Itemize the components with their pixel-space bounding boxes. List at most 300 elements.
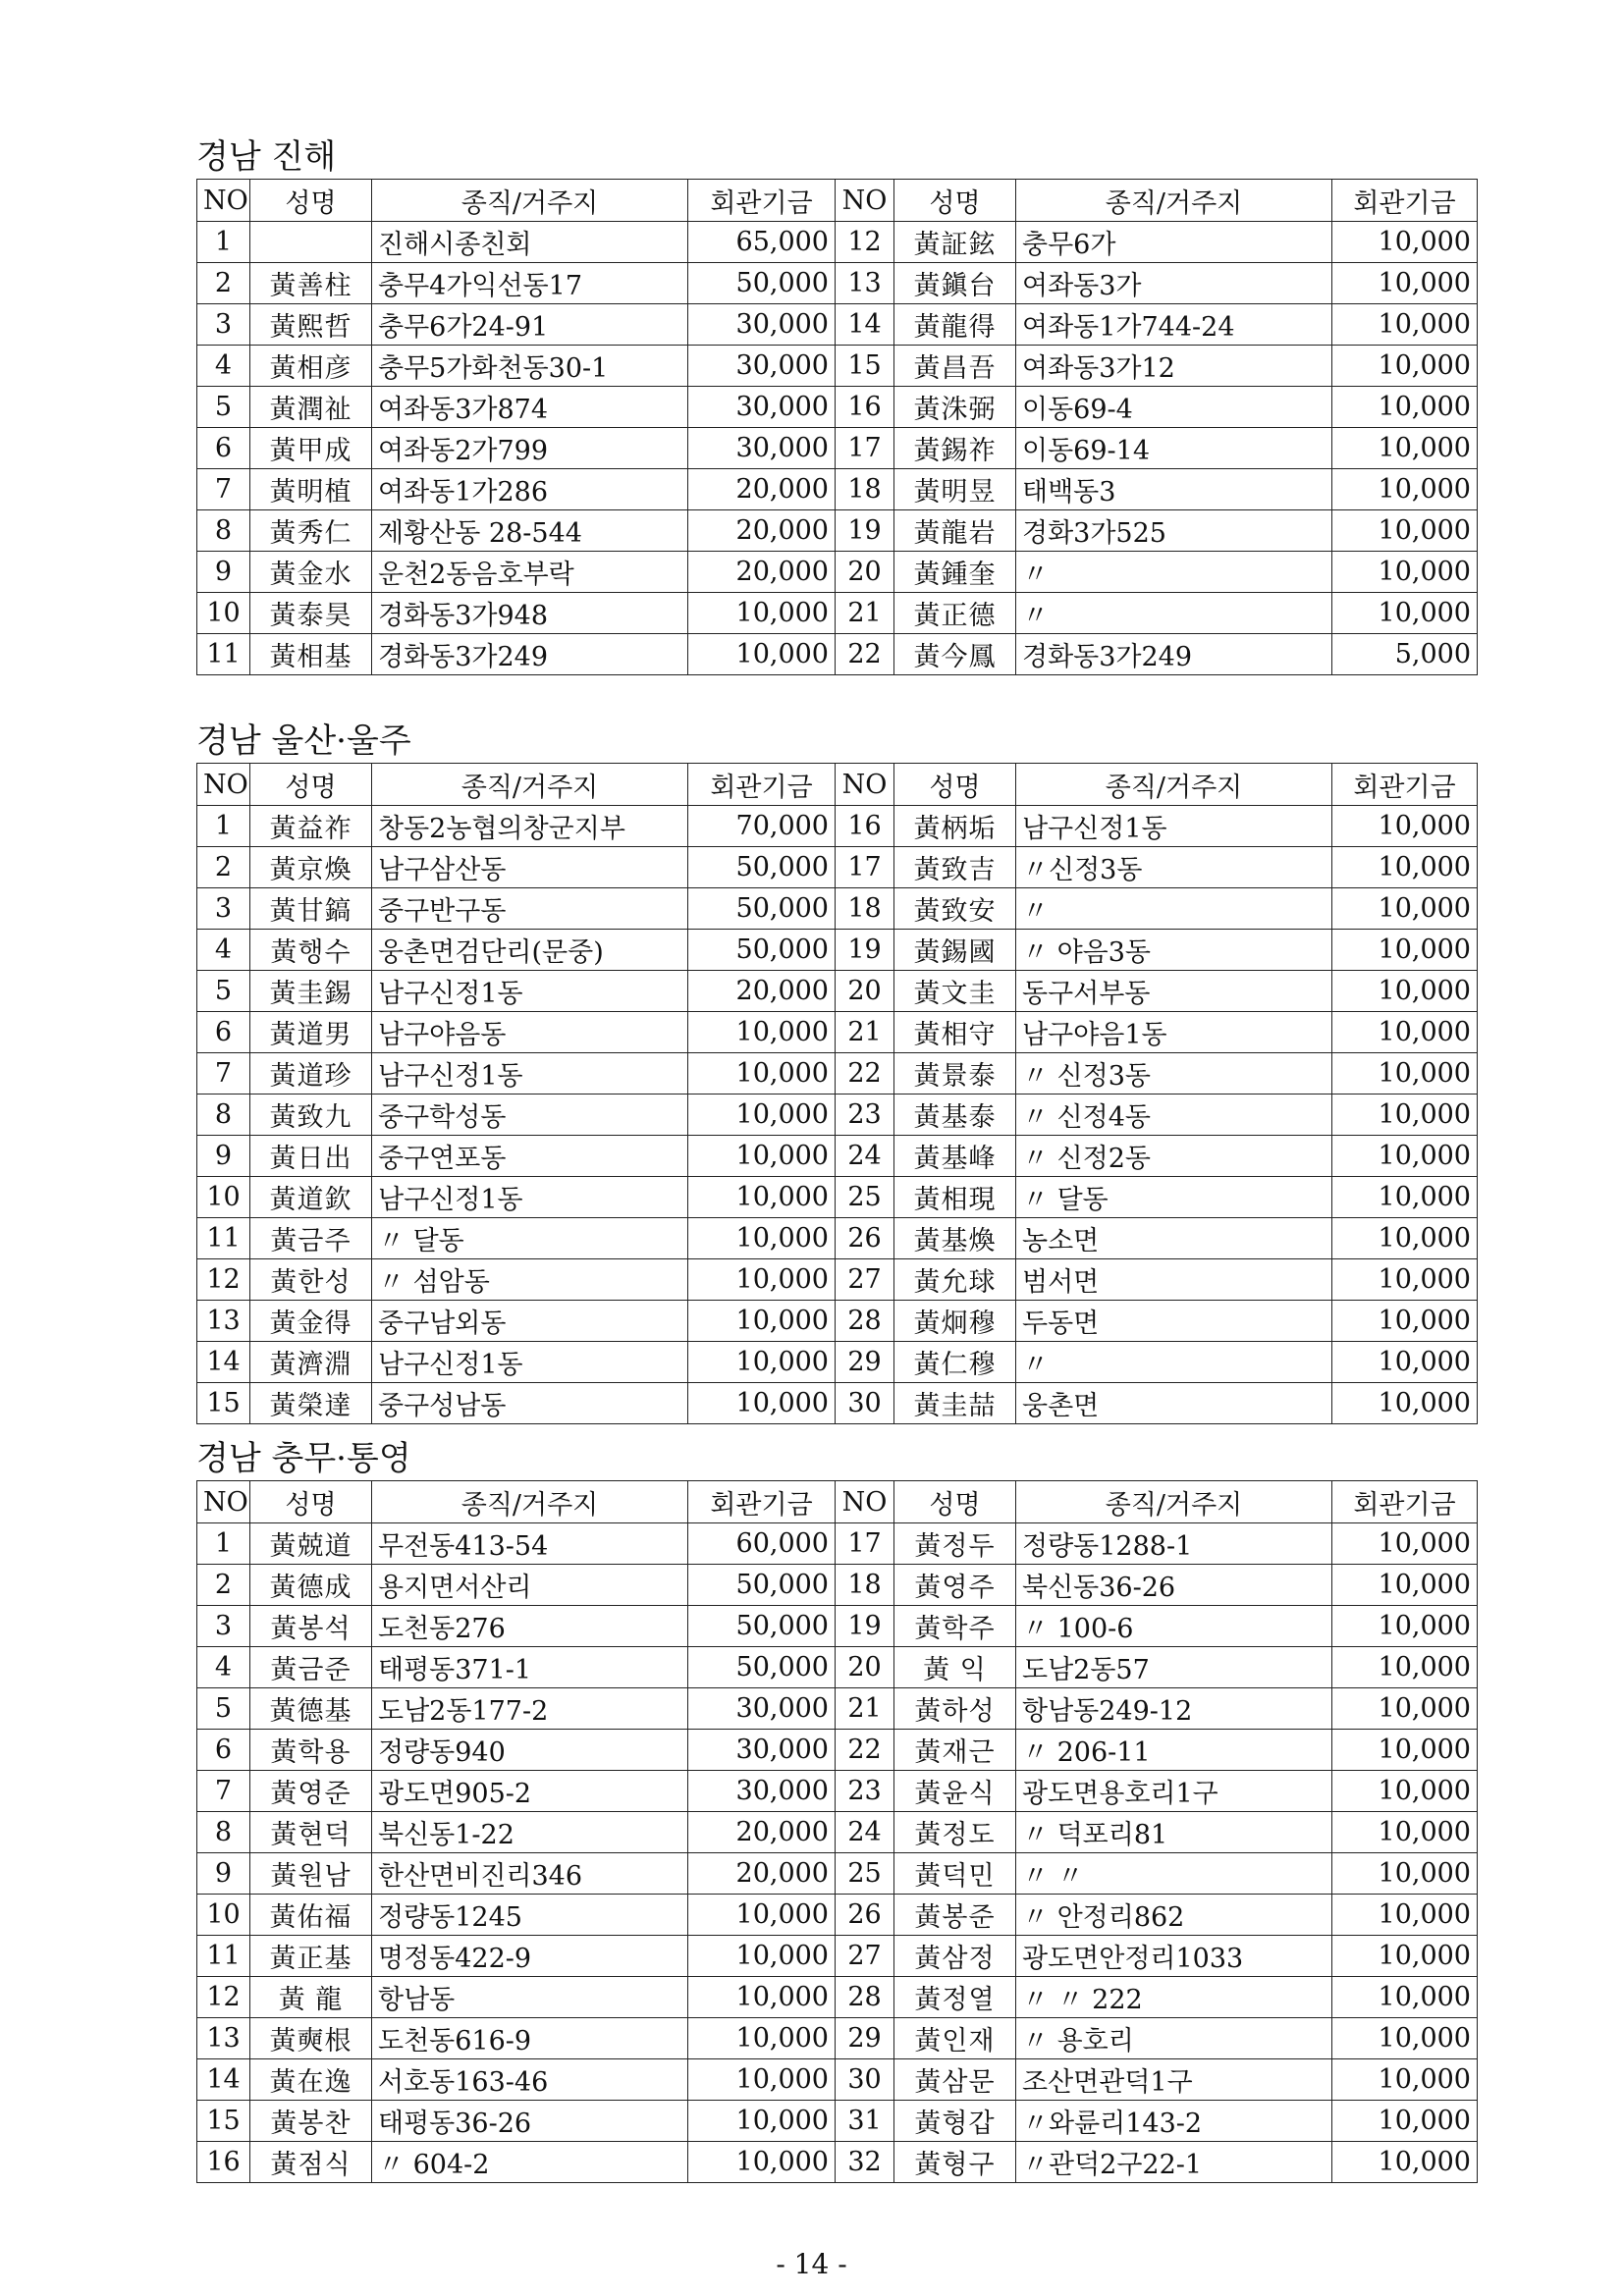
cell-name: 黃潤祉 [250,387,372,428]
cell-residence: 여좌동3가 [1016,263,1332,304]
cell-name: 黃佑福 [250,1895,372,1936]
cell-fund: 10,000 [1332,1936,1478,1977]
cell-residence: 여좌동2가799 [372,428,688,469]
section-title: 경남 충무·통영 [196,1439,411,1478]
cell-fund: 20,000 [688,971,836,1012]
cell-residence: 충무4가익선동17 [372,263,688,304]
cell-no: 25 [836,1853,894,1895]
cell-name: 黃삼문 [894,2059,1016,2101]
cell-name: 黃証鉉 [894,222,1016,263]
cell-fund: 50,000 [688,1647,836,1688]
table-row [197,1853,1478,1895]
cell-residence: 〃 용호리 [1016,2018,1332,2059]
cell-residence: 〃신정3동 [1016,847,1332,888]
cell-no: 15 [836,346,894,387]
table-row [197,1523,1478,1565]
cell-residence: 충무6가24-91 [372,304,688,346]
cell-no: 16 [836,387,894,428]
cell-no: 17 [836,428,894,469]
cell-name: 黃행수 [250,930,372,971]
cell-residence: 여좌동1가744-24 [1016,304,1332,346]
cell-residence: 충무6가 [1016,222,1332,263]
cell-no: 21 [836,1012,894,1053]
cell-name: 黃금주 [250,1218,372,1259]
cell-fund: 30,000 [688,1688,836,1730]
cell-no: 6 [197,1730,250,1771]
cell-no: 1 [197,1523,250,1565]
cell-name: 黃致吉 [894,847,1016,888]
cell-no: 13 [197,2018,250,2059]
column-header-no: NO [836,764,894,806]
cell-fund: 10,000 [688,1342,836,1383]
cell-fund: 10,000 [1332,2101,1478,2142]
cell-residence: 경화동3가249 [372,634,688,675]
column-header-no: NO [197,180,250,222]
cell-fund: 10,000 [688,1895,836,1936]
cell-fund: 10,000 [1332,263,1478,304]
cell-no: 14 [197,1342,250,1383]
table-row [197,2101,1478,2142]
column-header-name: 성명 [250,764,372,806]
cell-residence: 남구신정1동 [372,971,688,1012]
cell-no: 27 [836,1259,894,1301]
table-row [197,1812,1478,1853]
cell-no: 30 [836,2059,894,2101]
cell-residence: 태평동36-26 [372,2101,688,2142]
cell-name: 黃봉준 [894,1895,1016,1936]
cell-name: 黃益祚 [250,806,372,847]
cell-no: 4 [197,1647,250,1688]
cell-residence: 〃 [1016,593,1332,634]
table-row [197,1342,1478,1383]
cell-name: 黃鎭台 [894,263,1016,304]
cell-name: 黃道珍 [250,1053,372,1095]
cell-name: 黃正基 [250,1936,372,1977]
cell-residence: 여좌동3가874 [372,387,688,428]
cell-no: 31 [836,2101,894,2142]
cell-name: 黃允球 [894,1259,1016,1301]
cell-fund: 10,000 [1332,593,1478,634]
cell-fund: 10,000 [1332,1895,1478,1936]
cell-no: 15 [197,1383,250,1424]
table-row [197,1647,1478,1688]
cell-residence: 범서면 [1016,1259,1332,1301]
cell-residence: 남구야음1동 [1016,1012,1332,1053]
cell-name: 黃龍得 [894,304,1016,346]
cell-fund: 50,000 [688,930,836,971]
cell-fund: 10,000 [1332,1688,1478,1730]
cell-residence: 남구신정1동 [1016,806,1332,847]
cell-no: 12 [197,1977,250,2018]
cell-residence: 〃 [1016,888,1332,930]
cell-fund: 10,000 [688,1301,836,1342]
cell-residence: 중구반구동 [372,888,688,930]
cell-fund: 10,000 [688,2059,836,2101]
cell-fund: 10,000 [1332,888,1478,930]
cell-no: 4 [197,346,250,387]
cell-fund: 10,000 [1332,1177,1478,1218]
cell-no: 10 [197,1895,250,1936]
cell-no: 5 [197,1688,250,1730]
cell-residence: 정량동1245 [372,1895,688,1936]
cell-name [250,222,372,263]
cell-no: 3 [197,1606,250,1647]
cell-name: 黃학용 [250,1730,372,1771]
cell-no: 29 [836,1342,894,1383]
cell-name: 黃仁穆 [894,1342,1016,1383]
cell-name: 黃정두 [894,1523,1016,1565]
cell-no: 8 [197,510,250,552]
table-row [197,2142,1478,2183]
cell-fund: 10,000 [1332,1771,1478,1812]
column-header-fund: 회관기금 [1332,180,1478,222]
cell-fund: 20,000 [688,469,836,510]
cell-no: 5 [197,971,250,1012]
cell-residence: 웅촌면 [1016,1383,1332,1424]
cell-residence: 웅촌면검단리(문중) [372,930,688,971]
cell-no: 19 [836,930,894,971]
cell-residence: 〃관덕2구22-1 [1016,2142,1332,2183]
cell-name: 黃善柱 [250,263,372,304]
header-row [197,1481,1478,1523]
cell-no: 28 [836,1977,894,2018]
cell-name: 黃鍾奎 [894,552,1016,593]
table-row [197,1606,1478,1647]
cell-residence: 〃 604-2 [372,2142,688,2183]
cell-name: 黃삼정 [894,1936,1016,1977]
cell-no: 3 [197,888,250,930]
cell-fund: 10,000 [1332,1565,1478,1606]
cell-residence: 〃 [1016,1342,1332,1383]
roster-table [196,1480,1478,2183]
cell-fund: 50,000 [688,263,836,304]
cell-fund: 10,000 [1332,930,1478,971]
cell-no: 2 [197,847,250,888]
cell-residence: 서호동163-46 [372,2059,688,2101]
column-header-no: NO [197,1481,250,1523]
column-header-name: 성명 [250,180,372,222]
cell-residence: 운천2동음호부락 [372,552,688,593]
cell-no: 16 [836,806,894,847]
column-header-residence: 종직/거주지 [1016,1481,1332,1523]
cell-no: 25 [836,1177,894,1218]
cell-residence: 도천동276 [372,1606,688,1647]
cell-residence: 남구신정1동 [372,1053,688,1095]
cell-residence: 도천동616-9 [372,2018,688,2059]
cell-fund: 70,000 [688,806,836,847]
column-header-name: 성명 [250,1481,372,1523]
cell-no: 20 [836,1647,894,1688]
cell-no: 30 [836,1383,894,1424]
table-row [197,387,1478,428]
cell-residence: 〃 신정2동 [1016,1136,1332,1177]
cell-name: 黃致安 [894,888,1016,930]
cell-no: 12 [197,1259,250,1301]
cell-fund: 30,000 [688,1771,836,1812]
cell-name: 黃相現 [894,1177,1016,1218]
table-row [197,304,1478,346]
table-row [197,1688,1478,1730]
cell-fund: 10,000 [1332,346,1478,387]
cell-no: 13 [197,1301,250,1342]
cell-name: 黃熙哲 [250,304,372,346]
cell-fund: 10,000 [1332,1301,1478,1342]
cell-fund: 10,000 [1332,1647,1478,1688]
cell-name: 黃兢道 [250,1523,372,1565]
column-header-no: NO [836,180,894,222]
cell-residence: 광도면용호리1구 [1016,1771,1332,1812]
cell-fund: 20,000 [688,510,836,552]
column-header-fund: 회관기금 [1332,1481,1478,1523]
cell-name: 黃相守 [894,1012,1016,1053]
cell-no: 20 [836,971,894,1012]
table-row [197,1565,1478,1606]
cell-no: 21 [836,593,894,634]
cell-residence: 정량동1288-1 [1016,1523,1332,1565]
column-header-name: 성명 [894,1481,1016,1523]
cell-fund: 10,000 [1332,2018,1478,2059]
cell-name: 黃영준 [250,1771,372,1812]
cell-residence: 도남2동57 [1016,1647,1332,1688]
cell-name: 黃基煥 [894,1218,1016,1259]
cell-no: 6 [197,1012,250,1053]
cell-no: 7 [197,1771,250,1812]
section-ulsan-ulju [196,720,1477,1424]
cell-no: 10 [197,593,250,634]
cell-fund: 10,000 [1332,1218,1478,1259]
cell-no: 5 [197,387,250,428]
cell-no: 2 [197,1565,250,1606]
cell-name: 黃相彦 [250,346,372,387]
cell-fund: 50,000 [688,1606,836,1647]
cell-name: 黃榮達 [250,1383,372,1424]
table-row [197,263,1478,304]
cell-fund: 20,000 [688,1812,836,1853]
cell-fund: 10,000 [1332,469,1478,510]
cell-residence: 〃 섬암동 [372,1259,688,1301]
cell-fund: 30,000 [688,387,836,428]
cell-name: 黃濟淵 [250,1342,372,1383]
cell-name: 黃인재 [894,2018,1016,2059]
cell-residence: 충무5가화천동30-1 [372,346,688,387]
section-chungmu-tongyeong [196,1437,1477,2183]
cell-no: 19 [836,510,894,552]
cell-name: 黃柄垢 [894,806,1016,847]
cell-residence: 광도면안정리1033 [1016,1936,1332,1977]
cell-residence: 농소면 [1016,1218,1332,1259]
cell-residence: 광도면905-2 [372,1771,688,1812]
cell-fund: 10,000 [1332,222,1478,263]
cell-fund: 10,000 [688,2018,836,2059]
cell-no: 32 [836,2142,894,2183]
cell-name: 黃京煥 [250,847,372,888]
column-header-fund: 회관기금 [688,180,836,222]
cell-residence: 용지면서산리 [372,1565,688,1606]
cell-residence: 무전동413-54 [372,1523,688,1565]
table-row [197,1012,1478,1053]
table-row [197,1730,1478,1771]
cell-fund: 65,000 [688,222,836,263]
column-header-fund: 회관기금 [1332,764,1478,806]
cell-no: 13 [836,263,894,304]
cell-fund: 10,000 [1332,1812,1478,1853]
cell-no: 14 [197,2059,250,2101]
section-jinhae [196,135,1477,675]
cell-no: 1 [197,222,250,263]
cell-residence: 제황산동 28-544 [372,510,688,552]
cell-residence: 경화3가525 [1016,510,1332,552]
table-row [197,1301,1478,1342]
cell-residence: 정량동940 [372,1730,688,1771]
cell-name: 黃金水 [250,552,372,593]
cell-residence: 〃 206-11 [1016,1730,1332,1771]
column-header-no: NO [197,764,250,806]
cell-fund: 50,000 [688,888,836,930]
cell-name: 黃今鳳 [894,634,1016,675]
cell-no: 22 [836,634,894,675]
cell-name: 黃奭根 [250,2018,372,2059]
table-row [197,847,1478,888]
cell-name: 黃基泰 [894,1095,1016,1136]
cell-name: 黃致九 [250,1095,372,1136]
cell-no: 18 [836,1565,894,1606]
cell-no: 18 [836,469,894,510]
column-header-residence: 종직/거주지 [372,180,688,222]
table-row [197,1936,1478,1977]
cell-name: 黃錫祚 [894,428,1016,469]
section-title: 경남 울산·울주 [196,721,411,761]
cell-no: 22 [836,1053,894,1095]
cell-name: 黃하성 [894,1688,1016,1730]
cell-fund: 50,000 [688,847,836,888]
cell-name: 黃윤식 [894,1771,1016,1812]
table-row [197,1977,1478,2018]
cell-name: 黃道欽 [250,1177,372,1218]
cell-name: 黃秀仁 [250,510,372,552]
cell-fund: 10,000 [1332,304,1478,346]
cell-fund: 10,000 [1332,1523,1478,1565]
cell-no: 10 [197,1177,250,1218]
cell-residence: 〃 〃 222 [1016,1977,1332,2018]
cell-no: 2 [197,263,250,304]
table-row [197,1895,1478,1936]
cell-fund: 30,000 [688,1730,836,1771]
cell-fund: 10,000 [1332,2142,1478,2183]
cell-no: 14 [836,304,894,346]
cell-no: 17 [836,1523,894,1565]
column-header-residence: 종직/거주지 [1016,764,1332,806]
cell-fund: 50,000 [688,1565,836,1606]
cell-no: 9 [197,1853,250,1895]
cell-name: 黃洙弼 [894,387,1016,428]
cell-residence: 항남동 [372,1977,688,2018]
cell-no: 1 [197,806,250,847]
cell-residence: 남구신정1동 [372,1342,688,1383]
cell-residence: 〃 달동 [1016,1177,1332,1218]
cell-fund: 60,000 [688,1523,836,1565]
cell-name: 黃在逸 [250,2059,372,2101]
cell-residence: 〃 〃 [1016,1853,1332,1895]
cell-name: 黃봉찬 [250,2101,372,2142]
table-row [197,346,1478,387]
cell-name: 黃정열 [894,1977,1016,2018]
cell-fund: 10,000 [1332,2059,1478,2101]
cell-residence: 태백동3 [1016,469,1332,510]
cell-residence: 경화동3가249 [1016,634,1332,675]
table-row [197,510,1478,552]
header-row [197,180,1478,222]
table-row [197,930,1478,971]
cell-residence: 남구신정1동 [372,1177,688,1218]
cell-residence: 진해시종친회 [372,222,688,263]
cell-name: 黃泰昊 [250,593,372,634]
cell-fund: 10,000 [1332,1730,1478,1771]
cell-no: 11 [197,634,250,675]
cell-no: 22 [836,1730,894,1771]
cell-residence: 동구서부동 [1016,971,1332,1012]
cell-name: 黃재근 [894,1730,1016,1771]
cell-fund: 10,000 [688,593,836,634]
cell-name: 黃炯穆 [894,1301,1016,1342]
cell-fund: 10,000 [1332,428,1478,469]
table-row [197,971,1478,1012]
column-header-residence: 종직/거주지 [372,764,688,806]
cell-residence: 북신동1-22 [372,1812,688,1853]
cell-no: 11 [197,1936,250,1977]
cell-name: 黃日出 [250,1136,372,1177]
cell-fund: 30,000 [688,304,836,346]
column-header-fund: 회관기금 [688,764,836,806]
cell-fund: 10,000 [688,1383,836,1424]
table-row [197,1218,1478,1259]
cell-fund: 10,000 [688,1259,836,1301]
cell-fund: 10,000 [1332,1095,1478,1136]
cell-residence: 중구성남동 [372,1383,688,1424]
cell-no: 6 [197,428,250,469]
roster-table [196,763,1478,1424]
cell-no: 26 [836,1895,894,1936]
cell-fund: 10,000 [688,1177,836,1218]
cell-name: 黃금준 [250,1647,372,1688]
cell-residence: 태평동371-1 [372,1647,688,1688]
column-header-no: NO [836,1481,894,1523]
cell-no: 9 [197,552,250,593]
cell-fund: 10,000 [688,1012,836,1053]
table-row [197,469,1478,510]
cell-fund: 20,000 [688,1853,836,1895]
cell-residence: 중구연포동 [372,1136,688,1177]
cell-name: 黃형구 [894,2142,1016,2183]
cell-no: 4 [197,930,250,971]
column-header-name: 성명 [894,180,1016,222]
cell-fund: 10,000 [1332,847,1478,888]
cell-fund: 10,000 [688,2101,836,2142]
cell-residence: 경화동3가948 [372,593,688,634]
table-row [197,593,1478,634]
table-row [197,428,1478,469]
cell-residence: 〃와륜리143-2 [1016,2101,1332,2142]
cell-fund: 20,000 [688,552,836,593]
table-row [197,1383,1478,1424]
cell-no: 27 [836,1936,894,1977]
cell-residence: 여좌동1가286 [372,469,688,510]
cell-residence: 조산면관덕1구 [1016,2059,1332,2101]
cell-fund: 30,000 [688,428,836,469]
cell-fund: 10,000 [1332,1606,1478,1647]
cell-fund: 10,000 [688,2142,836,2183]
cell-residence: 〃 신정3동 [1016,1053,1332,1095]
cell-name: 黃文圭 [894,971,1016,1012]
